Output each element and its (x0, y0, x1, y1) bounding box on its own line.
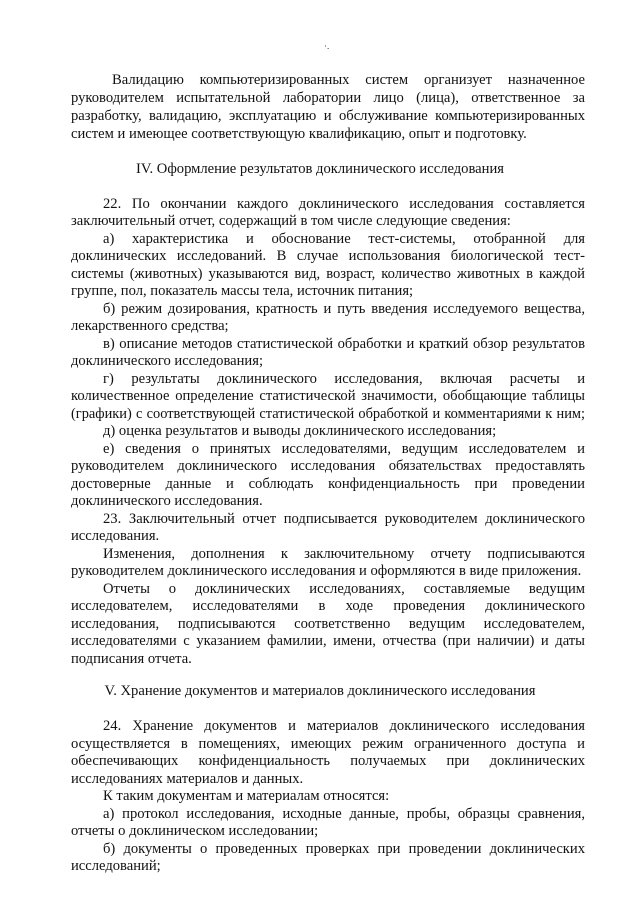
text-line: 24. Хранение документов и материалов доклинического исследования (103, 718, 585, 734)
page-mark: ·. (324, 41, 330, 51)
text-line: д) оценка результатов и выводы доклинического исследования; (103, 423, 497, 439)
text-line: обеспечивающих конфиденциальность получаемых при доклинических (71, 753, 585, 769)
text-line: исследователем, исследователями в ходе проведения доклинического (71, 598, 585, 614)
text-line: отчеты о доклиническом исследовании; (71, 823, 319, 839)
text-line: (графики) с соответствующей статистической обработкой и комментариями к ним; (71, 406, 585, 422)
text-line: е) сведения о принятых исследователями, ведущим исследователем и (103, 441, 585, 457)
text-line: доклинического исследования; (71, 353, 264, 369)
text-line: руководителем доклинического исследования и оформляются в виде приложения. (71, 563, 582, 579)
text-line: Валидацию компьютеризированных систем организует назначенное (112, 72, 585, 88)
text-line: группе, пол, показатель массы тела, источник питания; (71, 283, 414, 299)
text-line: систем и имеющее соответствующую квалификацию, опыт и подготовку. (71, 126, 527, 142)
text-line: 23. Заключительный отчет подписывается руководителем доклинического (103, 511, 585, 527)
text-line: руководителем испытательной лаборатории лицо (лица), ответственное за (71, 90, 585, 106)
text-line: 22. По окончании каждого доклинического исследования составляется (103, 196, 585, 212)
text-line: исследователями с указанием фамилии, имени, отчества (при наличии) и даты (71, 633, 585, 649)
section-heading-v: V. Хранение документов и материалов доклинического исследования (104, 683, 536, 699)
text-line: а) протокол исследования, исходные данные, пробы, образцы сравнения, (103, 806, 585, 822)
text-line: достоверные данные и соблюдать конфиденциальность при проведении (71, 476, 585, 492)
text-line: исследования. (71, 528, 160, 544)
text-line: руководителем доклинического исследования обязательствах предоставлять (71, 458, 585, 474)
text-line: Изменения, дополнения к заключительному отчету подписываются (103, 546, 585, 562)
text-line: исследований; (71, 858, 161, 874)
text-line: б) режим дозирования, кратность и путь введения исследуемого вещества, (103, 301, 585, 317)
text-line: лекарственного средства; (71, 318, 229, 334)
text-line: заключительный отчет, содержащий в том числе следующие сведения: (71, 213, 511, 229)
text-line: в) описание методов статистической обработки и краткий обзор результатов (103, 336, 585, 352)
text-line: доклинического исследования. (71, 493, 263, 509)
text-line: исследования, подписываются соответственно ведущим исследователем, (71, 616, 585, 632)
text-line: Отчеты о доклинических исследованиях, составляемые ведущим (103, 581, 585, 597)
text-line: доклинических исследований. В случае использования биологической тест- (71, 248, 585, 264)
text-line: системы (животных) указываются вид, возраст, количество животных в каждой (71, 266, 585, 282)
text-line: б) документы о проведенных проверках при проведении доклинических (103, 841, 585, 857)
text-line: разработку, валидацию, эксплуатацию и обслуживание компьютеризированных (71, 108, 585, 124)
text-line: осуществляется в помещениях, имеющих режим ограниченного доступа и (71, 736, 585, 752)
text-line: подписания отчета. (71, 651, 192, 667)
text-line: К таким документам и материалам относятся: (103, 788, 390, 804)
text-line: г) результаты доклинического исследования, включая расчеты и (103, 371, 585, 387)
text-line: исследованиях материалов и данных. (71, 771, 304, 787)
text-line: а) характеристика и обоснование тест-системы, отобранной для (103, 231, 585, 247)
text-line: количественное определение статистической значимости, обобщающие таблицы (71, 388, 585, 404)
section-heading-iv: IV. Оформление результатов доклинического исследования (135, 161, 504, 177)
